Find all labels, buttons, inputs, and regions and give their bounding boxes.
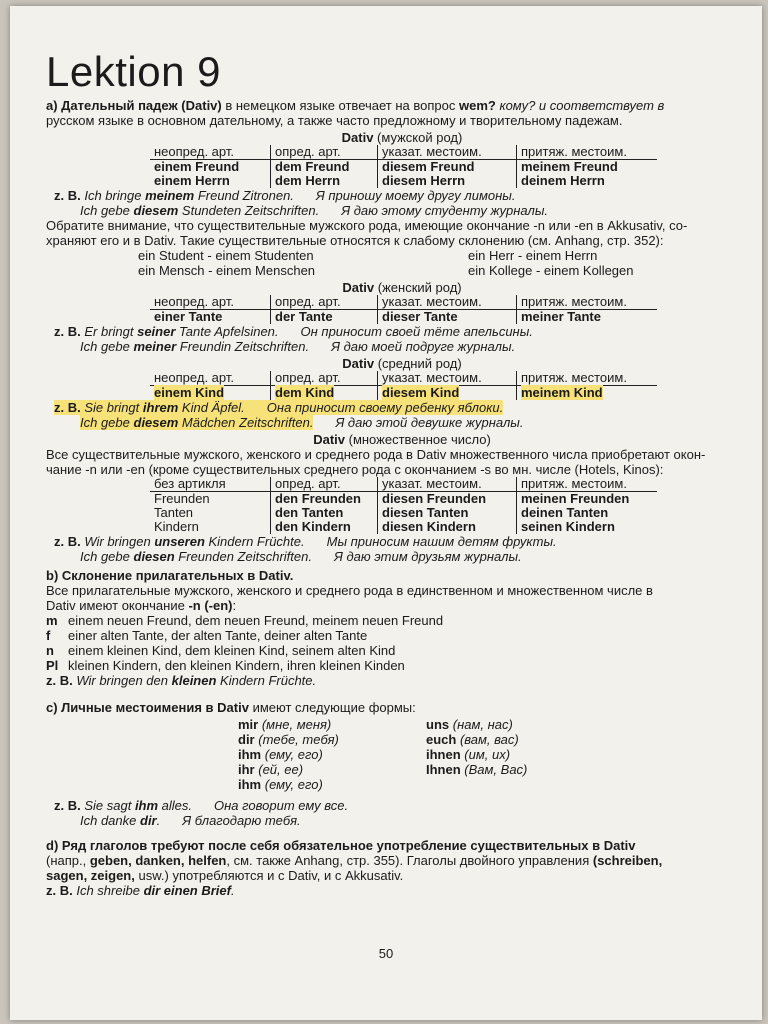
example-line: z. B. Sie sagt ihm alles. Она говорит ему все. bbox=[54, 798, 349, 813]
list-item: ihm (ему, его) bbox=[238, 777, 323, 792]
masc-table-title: Dativ (мужской род) bbox=[341, 130, 463, 145]
table-cell: einer Tante bbox=[150, 310, 271, 325]
table-cell: einem Herrn bbox=[150, 174, 271, 188]
weak-pair: ein Student - einem Studenten ein Herr - einem Herrn bbox=[138, 248, 598, 263]
table-cell: Tanten bbox=[150, 506, 271, 520]
table-header-row bbox=[150, 145, 657, 160]
table-header: указат. местоим. bbox=[378, 477, 517, 492]
lesson-title: Lektion 9 bbox=[46, 48, 221, 95]
table-header: притяж. местоим. bbox=[517, 477, 658, 492]
table-cell: dieser Tante bbox=[378, 310, 517, 325]
table-header: опред. арт. bbox=[271, 145, 378, 160]
list-item: ihr (ей, ее) bbox=[238, 762, 304, 777]
neut-examples bbox=[54, 400, 758, 430]
table-header: опред. арт. bbox=[271, 477, 378, 492]
table-header: притяж. местоим. bbox=[517, 371, 658, 386]
neut-dativ-table bbox=[150, 371, 657, 400]
section-a-label: a) Дательный падеж (Dativ) bbox=[46, 98, 222, 113]
table-cell: der Tante bbox=[271, 310, 378, 325]
table-row bbox=[150, 160, 657, 175]
table-header: неопред. арт. bbox=[150, 295, 271, 310]
highlighted-text: dem Kind bbox=[275, 385, 335, 400]
fem-examples bbox=[54, 324, 758, 354]
example-line: Ich gebe meiner Freundin Zeitschriften. Я даю моей подруге журналы. bbox=[80, 339, 516, 354]
page-content bbox=[46, 50, 758, 898]
list-item: uns (нам, нас) bbox=[426, 717, 513, 732]
masc-examples bbox=[54, 188, 758, 218]
table-cell: deinen Tanten bbox=[521, 505, 609, 520]
table-cell: Kindern bbox=[150, 520, 271, 534]
table-cell: meinem Freund bbox=[521, 159, 618, 174]
table-cell bbox=[150, 386, 271, 401]
table-row bbox=[150, 520, 657, 534]
table-cell: deinem Herrn bbox=[521, 173, 605, 188]
plur-dativ-table bbox=[150, 477, 657, 534]
plural-note: Все существительные мужского, женского и среднего рода в Dativ множественного числа приобретают окон- bbox=[46, 447, 706, 462]
example-line: z. B. Ich shreibe dir einen Brief. bbox=[46, 883, 235, 898]
list-item: ihm (ему, его) bbox=[238, 747, 323, 762]
section-d-text2: sagen, zeigen, usw.) употребляются и с Dativ, и с Akkusativ. bbox=[46, 868, 404, 883]
example-line: z. B. Ich bringe meinem Freund Zitronen. Я приношу моему другу лимоны. bbox=[54, 188, 516, 203]
table-header: притяж. местоим. bbox=[517, 295, 658, 310]
textbook-page bbox=[10, 6, 762, 1020]
table-row bbox=[150, 492, 657, 507]
list-item: mir (мне, меня) bbox=[238, 717, 332, 732]
table-row bbox=[150, 174, 657, 188]
section-c-intro: c) Личные местоимения в Dativ имеют следующие формы: bbox=[46, 700, 416, 715]
fem-table-title: Dativ (женский род) bbox=[342, 280, 462, 295]
list-item: Ihnen (Вам, Вас) bbox=[426, 762, 528, 777]
example-line: z. B. Sie bringt ihrem Kind Äpfel. Она приносит своему ребенку яблоки. bbox=[54, 400, 504, 415]
section-a-text: в немецком языке отвечает на вопрос bbox=[221, 98, 459, 113]
table-row bbox=[150, 386, 657, 401]
table-header-row bbox=[150, 295, 657, 310]
weak-declension-note2: храняют его и в Dativ. Такие существительные относятся к слабому склонению (см. Anhang, стр. 352): bbox=[46, 233, 664, 248]
example-line: Ich gebe diesem Stundeten Zeitschriften. Я даю этому студенту журналы. bbox=[80, 203, 549, 218]
masc-dativ-table bbox=[150, 145, 657, 188]
section-b-text: Все прилагательные мужского, женского и среднего рода в единственном и множественном числе в bbox=[46, 583, 653, 598]
table-cell: meinen Freunden bbox=[521, 491, 630, 506]
list-item: euch (вам, вас) bbox=[426, 732, 519, 747]
section-a-text3: русском языке в основном дательному, а также часто предложному и творительному падежам. bbox=[46, 113, 623, 128]
table-row bbox=[150, 506, 657, 520]
highlighted-text: einem Kind bbox=[154, 385, 225, 400]
pronoun-column-right bbox=[426, 717, 614, 792]
weak-examples bbox=[46, 248, 758, 278]
table-header: указат. местоим. bbox=[378, 371, 517, 386]
table-cell bbox=[517, 386, 658, 401]
pronoun-examples bbox=[54, 798, 758, 828]
table-row bbox=[150, 310, 657, 325]
table-cell: Freunden bbox=[150, 492, 271, 507]
table-cell: diesem Freund bbox=[378, 160, 517, 175]
list-item: dir (тебе, тебя) bbox=[238, 732, 339, 747]
plur-table-title: Dativ (множественное число) bbox=[313, 432, 491, 447]
table-cell: einem Freund bbox=[150, 160, 271, 175]
wem-question: wem? bbox=[458, 98, 496, 113]
adjective-declension-list bbox=[46, 613, 758, 673]
table-cell: den Kindern bbox=[271, 520, 378, 534]
weak-declension-note: Обратите внимание, что существительные мужского рода, имеющие окончание -n или -en в Akkusativ, со- bbox=[46, 218, 688, 233]
neut-table-title: Dativ (средний род) bbox=[342, 356, 462, 371]
table-cell: seinen Kindern bbox=[521, 519, 615, 534]
table-cell: diesen Kindern bbox=[378, 520, 517, 534]
table-header: притяж. местоим. bbox=[517, 145, 658, 160]
list-item: f einer alten Tante, der alten Tante, deiner alten Tante bbox=[46, 628, 368, 643]
table-cell: dem Herrn bbox=[271, 174, 378, 188]
section-a-text2: кому? и соответствует в bbox=[495, 98, 665, 113]
section-d-label: d) Ряд глаголов требуют после себя обязательное употребление существительных в Dativ bbox=[46, 838, 636, 853]
list-item: ihnen (им, их) bbox=[426, 747, 511, 762]
table-cell: diesen Tanten bbox=[378, 506, 517, 520]
table-header: неопред. арт. bbox=[150, 145, 271, 160]
example-line: Ich gebe diesen Freunden Zeitschriften. Я даю этим друзьям журналы. bbox=[80, 549, 522, 564]
table-header: опред. арт. bbox=[271, 371, 378, 386]
example-line: z. B. Wir bringen den kleinen Kindern Früchte. bbox=[46, 673, 317, 688]
plur-examples bbox=[54, 534, 758, 564]
highlighted-text: diesem Kind bbox=[382, 385, 460, 400]
table-header: без артикля bbox=[150, 477, 271, 492]
table-cell: den Freunden bbox=[271, 492, 378, 507]
table-header: опред. арт. bbox=[271, 295, 378, 310]
list-item: m einem neuen Freund, dem neuen Freund, meinem neuen Freund bbox=[46, 613, 444, 628]
section-b-label: b) Склонение прилагательных в Dativ. bbox=[46, 568, 294, 583]
table-cell bbox=[271, 386, 378, 401]
example-line: z. B. Er bringt seiner Tante Apfelsinen. Он приносит своей тёте апельсины. bbox=[54, 324, 533, 339]
section-a-intro bbox=[46, 98, 758, 113]
table-cell: meiner Tante bbox=[521, 309, 601, 324]
table-cell: diesen Freunden bbox=[378, 492, 517, 507]
plural-note2: чание -n или -en (кроме существительных среднего рода с окончанием -s во мн. числе (Hotels, Kinos): bbox=[46, 462, 664, 477]
fem-dativ-table bbox=[150, 295, 657, 324]
table-header: указат. местоим. bbox=[378, 145, 517, 160]
section-b-text2: Dativ имеют окончание -n (-en): bbox=[46, 598, 237, 613]
table-cell bbox=[378, 386, 517, 401]
table-header-row bbox=[150, 371, 657, 386]
section-d-text: (напр., geben, danken, helfen, см. также Anhang, стр. 355). Глаголы двойного управления (schreiben, bbox=[46, 853, 663, 868]
table-cell: den Tanten bbox=[271, 506, 378, 520]
example-line: Ich gebe diesem Mädchen Zeitschriften. Я даю этой девушке журналы. bbox=[80, 415, 524, 430]
list-item: Pl kleinen Kindern, den kleinen Kindern, ihren kleinen Kinden bbox=[46, 658, 405, 673]
table-header-row bbox=[150, 477, 657, 492]
table-cell: dem Freund bbox=[271, 160, 378, 175]
pronoun-list bbox=[238, 717, 758, 792]
example-line: z. B. Wir bringen unseren Kindern Früchte. Мы приносим нашим детям фрукты. bbox=[54, 534, 557, 549]
pronoun-column-left bbox=[238, 717, 426, 792]
table-cell: diesem Herrn bbox=[378, 174, 517, 188]
example-line: Ich danke dir. Я благодарю тебя. bbox=[80, 813, 301, 828]
page-number: 50 bbox=[378, 946, 394, 961]
highlighted-text: meinem Kind bbox=[521, 385, 603, 400]
weak-pair: ein Mensch - einem Menschen ein Kollege - einem Kollegen bbox=[138, 263, 634, 278]
table-header: указат. местоим. bbox=[378, 295, 517, 310]
table-header: неопред. арт. bbox=[150, 371, 271, 386]
list-item: n einem kleinen Kind, dem kleinen Kind, seinem alten Kind bbox=[46, 643, 396, 658]
